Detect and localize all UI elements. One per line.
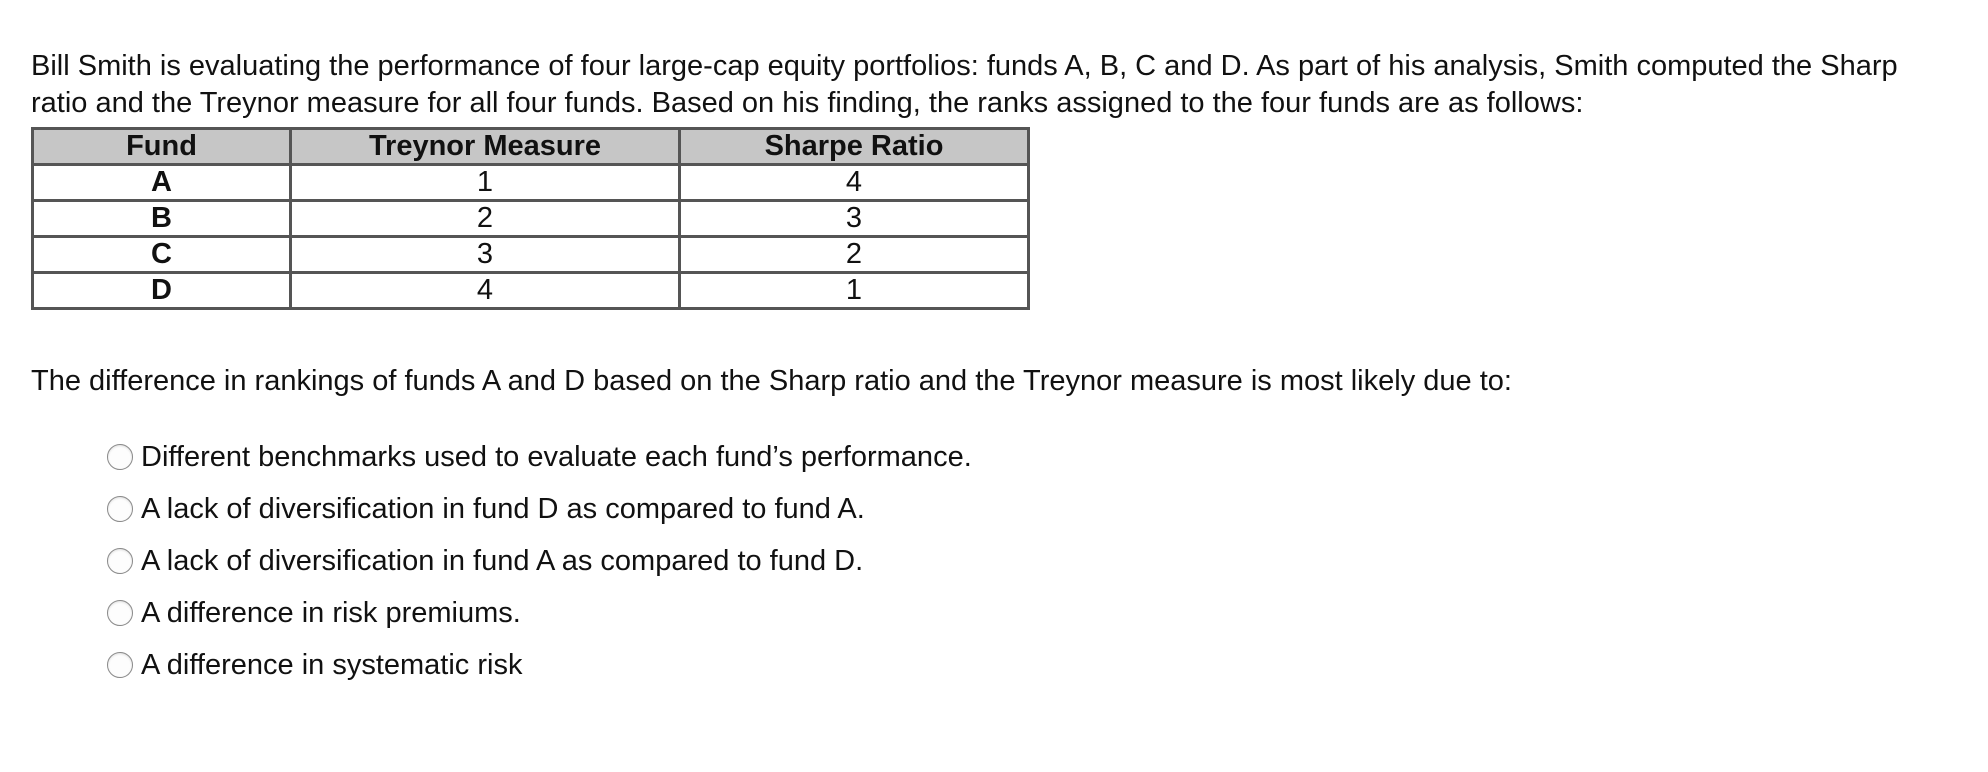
radio-button-icon[interactable] xyxy=(107,652,133,678)
answer-option[interactable] xyxy=(107,639,972,691)
table-row xyxy=(33,273,1029,309)
sharpe-rank-cell: 2 xyxy=(680,237,1029,273)
table-header-row xyxy=(33,129,1029,165)
column-header-treynor-measure: Treynor Measure xyxy=(291,129,680,165)
answer-option-label: Different benchmarks used to evaluate each fund’s performance. xyxy=(141,440,972,473)
answer-options xyxy=(107,431,972,691)
treynor-rank-cell: 1 xyxy=(291,165,680,201)
sharpe-rank-cell: 4 xyxy=(680,165,1029,201)
answer-option-label: A difference in systematic risk xyxy=(141,648,523,681)
answer-option[interactable] xyxy=(107,535,972,587)
radio-button-icon[interactable] xyxy=(107,496,133,522)
answer-option-label: A difference in risk premiums. xyxy=(141,596,521,629)
answer-option-label: A lack of diversification in fund D as compared to fund A. xyxy=(141,492,865,525)
radio-button-icon[interactable] xyxy=(107,444,133,470)
answer-option[interactable] xyxy=(107,483,972,535)
question-intro-block xyxy=(31,48,1961,122)
sharpe-rank-cell: 3 xyxy=(680,201,1029,237)
answer-option[interactable] xyxy=(107,431,972,483)
fund-rankings-table xyxy=(31,127,1030,310)
table-row xyxy=(33,165,1029,201)
treynor-rank-cell: 3 xyxy=(291,237,680,273)
fund-name-cell: C xyxy=(33,237,291,273)
fund-name-cell: D xyxy=(33,273,291,309)
question-intro-text: Bill Smith is evaluating the performance of four large-cap equity portfolios: funds A, B, C and D. As part of his analysis, Smith computed the Sharp ratio and the Treynor measure for all four funds. Based on his finding, the ranks assigned to the four funds are as follows: xyxy=(31,50,1898,119)
treynor-rank-cell: 4 xyxy=(291,273,680,309)
column-header-sharpe-ratio: Sharpe Ratio xyxy=(680,129,1029,165)
table-row xyxy=(33,201,1029,237)
fund-name-cell: B xyxy=(33,201,291,237)
answer-option[interactable] xyxy=(107,587,972,639)
answer-option-label: A lack of diversification in fund A as compared to fund D. xyxy=(141,544,864,577)
treynor-rank-cell: 2 xyxy=(291,201,680,237)
radio-button-icon[interactable] xyxy=(107,548,133,574)
sharpe-rank-cell: 1 xyxy=(680,273,1029,309)
fund-name-cell: A xyxy=(33,165,291,201)
column-header-fund: Fund xyxy=(33,129,291,165)
table-row xyxy=(33,237,1029,273)
question-prompt: The difference in rankings of funds A and D based on the Sharp ratio and the Treynor measure is most likely due to: xyxy=(31,365,1512,397)
radio-button-icon[interactable] xyxy=(107,600,133,626)
